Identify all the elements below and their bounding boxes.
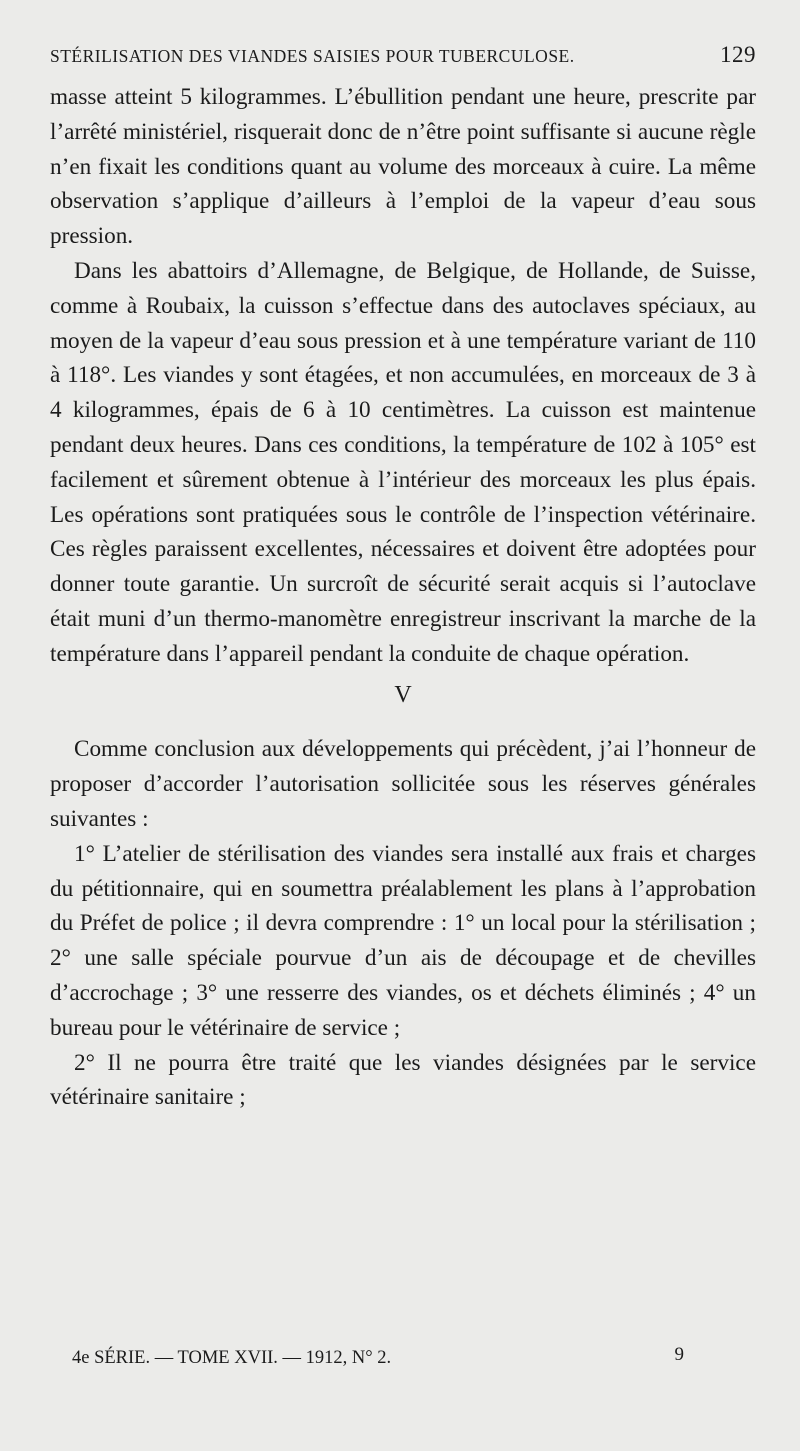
page-footer [72,1340,684,1370]
running-title: STÉRILISATION DES VIANDES SAISIES POUR TUBERCULOSE. [50,46,575,66]
list-item-1: 1° L’atelier de stérilisation des viandes sera installé aux frais et charges du pétitionnaire, qui en soumettra préalablement les plans à l’approbation du Préfet de police ; il devra comprendre : 1° un local pour la stérilisation ; 2° une salle spéciale pourvue d’un ais de découpage et de chevilles d’accrochage ; 3° une resserre des viandes, os et déchets éliminés ; 4° un bureau pour le vétérinaire de service ; [50,840,756,1041]
paragraph-conclusion: Comme conclusion aux développements qui précèdent, j’ai l’honneur de proposer d’accorder l’autorisation sollicitée sous les réserves générales suivantes : [50,736,756,832]
page-number: 129 [720,42,756,67]
list-item-2: 2° Il ne pourra être traité que les viandes désignées par le service vétérinaire sanitaire ; [50,1049,756,1111]
page-header [50,38,756,74]
section-heading: V [394,681,412,708]
body-text [50,80,756,1115]
paragraph-continuation: masse atteint 5 kilogrammes. L’ébullition pendant une heure, prescrite par l’arrêté ministériel, risquerait donc de n’être point suffisante si aucune règle n’en fixait les conditions quant au volume des morceaux à cuire. La même observation s’applique d’ailleurs à l’emploi de la vapeur d’eau sous pression. [50,84,756,250]
sheet-signature: 9 [674,1344,684,1365]
volume-info: 4e SÉRIE. — TOME XVII. — 1912, N° 2. [72,1348,392,1368]
paragraph-autoclave-practice: Dans les abattoirs d’Allemagne, de Belgique, de Hollande, de Suisse, comme à Roubaix, la cuisson s’effectue dans des autoclaves spéciaux, au moyen de la vapeur d’eau sous pression et à une température variant de 110 à 118°. Les viandes y sont étagées, et non accumulées, en morceaux de 3 à 4 kilogrammes, épais de 6 à 10 centimètres. La cuisson est maintenue pendant deux heures. Dans ces conditions, la température de 102 à 105° est facilement et sûrement obtenue à l’intérieur des morceaux les plus épais. Les opérations sont pratiquées sous le contrôle de l’inspection vétérinaire. Ces règles paraissent excellentes, nécessaires et doivent être adoptées pour donner toute garantie. Un surcroît de sécurité serait acquis si l’autoclave était muni d’un thermo-manomètre enregistreur inscrivant la marche de la température dans l’appareil pendant la conduite de chaque opération. [50,257,756,667]
